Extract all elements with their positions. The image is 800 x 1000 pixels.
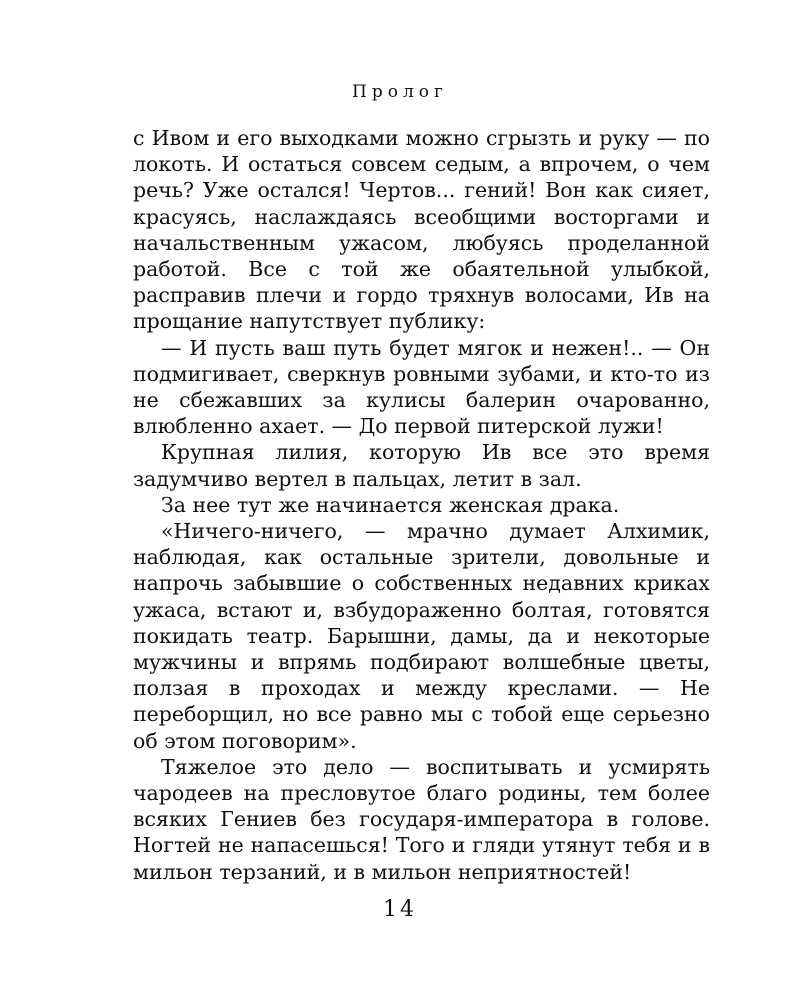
paragraph-3: Крупная лилия, которую Ив все это время задумчиво вертел в пальцах, летит в зал. (133, 440, 710, 491)
paragraph-4: За нее тут же начинается женская драка. (161, 492, 620, 517)
paragraph-1: с Ивом и его выходками можно сгрызть и руку — по локоть. И остаться совсем седым, а впрочем, о чем речь? Уже остался! Чертов... гений! Вон как сияет, красуясь, наслаждаясь всеобщими восторгами и начальственным ужасом, любуясь проделанной работой. Все с той же обаятельной улыбкой, расправив плечи и гордо тряхнув волосами, Ив на прощание напутствует публику: (133, 126, 710, 334)
page-number: 14 (383, 897, 417, 922)
paragraph-2: — И пусть ваш путь будет мягок и нежен!.. — Он подмигивает, сверкнув ровными зубами, и кто-то из не сбежавших за кулисы балерин очарованно, влюбленно ахает. — До первой питерской лужи! (133, 335, 710, 439)
running-title: Пролог (352, 82, 448, 102)
paragraph-6: Тяжелое это дело — воспитывать и усмирять чародеев на пресловутое благо родины, тем более всяких Гениев без государя-императора в голове. Ногтей не напасешься! Того и гляди утянут тебя и в мильон терзаний, и в мильон неприятностей! (133, 754, 710, 884)
body-text (133, 125, 710, 885)
paragraph-5: «Ничего-ничего, — мрачно думает Алхимик, наблюдая, как остальные зрители, довольные и напрочь забывшие о собственных недавних криках ужаса, встают и, взбудораженно болтая, готовятся покидать театр. Барышни, дамы, да и некоторые мужчины и впрямь подбирают волшебные цветы, ползая в проходах и между креслами. — Не переборщил, но все равно мы с тобой еще серьезно об этом поговорим». (133, 519, 710, 753)
